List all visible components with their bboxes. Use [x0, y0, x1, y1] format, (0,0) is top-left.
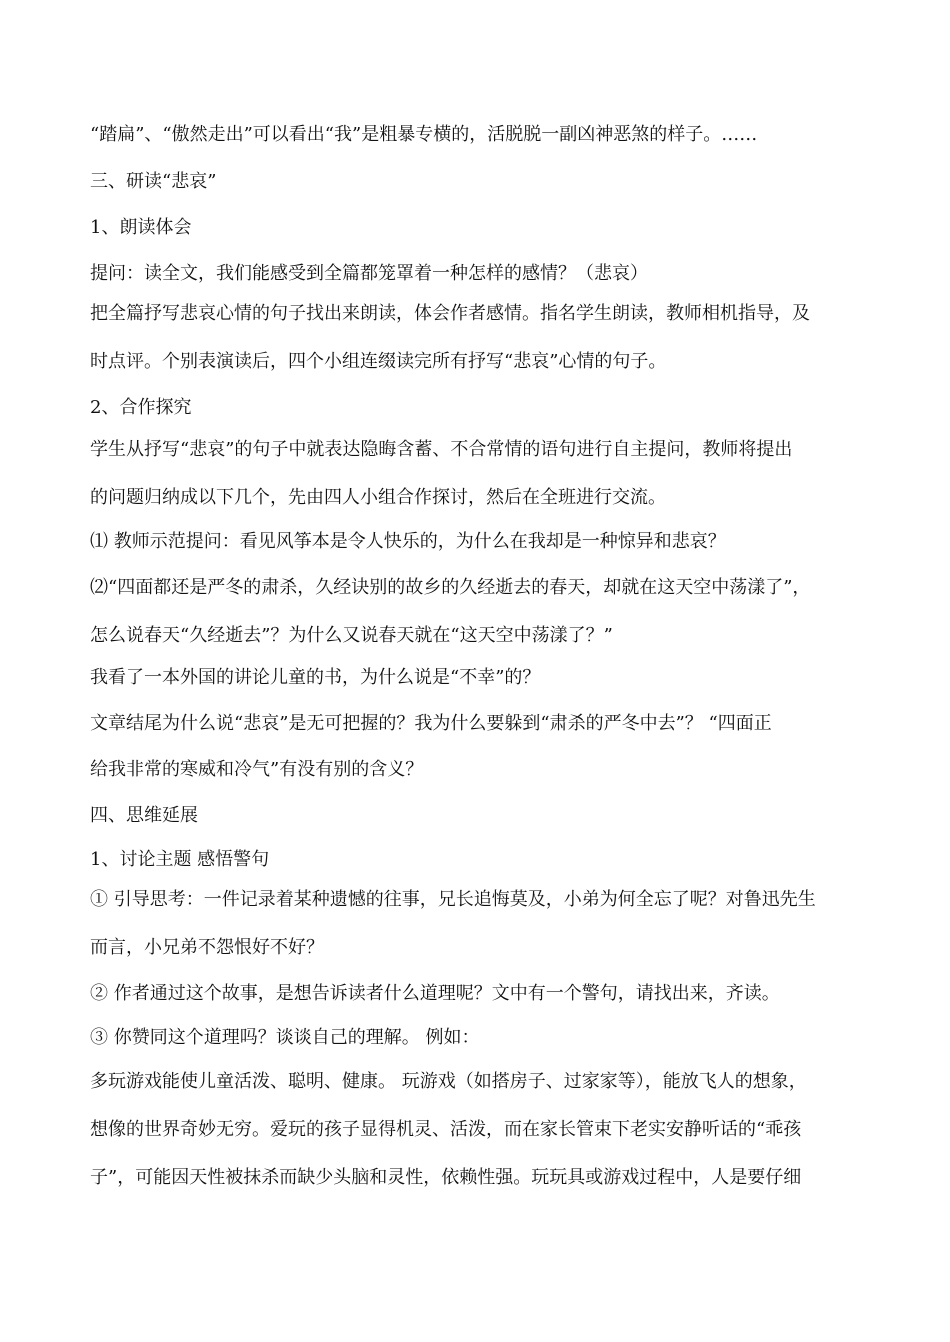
- text-line: 而言，小兄弟不怨恨好不好？: [90, 937, 324, 958]
- text-line: 子”，可能因天性被抹杀而缺少头脑和灵性，依赖性强。玩玩具或游戏过程中，人是要仔细: [90, 1167, 802, 1188]
- text-line: 多玩游戏能使儿童活泼、聪明、健康。 玩游戏（如搭房子、过家家等），能放飞人的想象，: [90, 1071, 807, 1092]
- text-line: 想像的世界奇妙无穷。爱玩的孩子显得机灵、活泼，而在家长管束下老实安静听话的“乖孩: [90, 1119, 802, 1140]
- subsection-heading: 2、合作探究: [90, 397, 192, 418]
- text-line: ⑵“四面都还是严冬的肃杀，久经诀别的故乡的久经逝去的春天，却就在这天空中荡漾了”，: [90, 577, 811, 598]
- text-line: “踏扁”、“傲然走出”可以看出“我”是粗暴专横的，活脱脱一副凶神恶煞的样子。……: [90, 124, 758, 145]
- text-line: ② 作者通过这个故事，是想告诉读者什么道理呢？文中有一个警句，请找出来，齐读。: [90, 983, 780, 1004]
- text-line: 时点评。个别表演读后，四个小组连缀读完所有抒写“悲哀”心情的句子。: [90, 351, 667, 372]
- text-line: 把全篇抒写悲哀心情的句子找出来朗读，体会作者感情。指名学生朗读，教师相机指导，及: [90, 303, 810, 324]
- text-line: 的问题归纳成以下几个，先由四人小组合作探讨，然后在全班进行交流。: [90, 487, 666, 508]
- text-line: ① 引导思考：一件记录着某种遗憾的往事，兄长追悔莫及，小弟为何全忘了呢？对鲁迅先生: [90, 889, 816, 910]
- text-line: ③ 你赞同这个道理吗？谈谈自己的理解。 例如：: [90, 1027, 480, 1048]
- text-line: 给我非常的寒威和冷气”有没有别的含义？: [90, 759, 424, 780]
- text-line: 怎么说春天“久经逝去”？为什么又说春天就在“这天空中荡漾了？”: [90, 625, 613, 646]
- subsection-heading: 1、朗读体会: [90, 217, 192, 238]
- text-line: ⑴ 教师示范提问：看见风筝本是令人快乐的，为什么在我却是一种惊异和悲哀？: [90, 531, 726, 552]
- subsection-heading: 1、讨论主题 感悟警句: [90, 849, 270, 870]
- section-heading: 三、研读“悲哀”: [90, 171, 217, 192]
- text-line: 提问：读全文，我们能感受到全篇都笼罩着一种怎样的感情？（悲哀）: [90, 263, 648, 284]
- text-line: 学生从抒写“悲哀”的句子中就表达隐晦含蓄、不合常情的语句进行自主提问，教师将提出: [90, 439, 793, 460]
- text-line: 文章结尾为什么说“悲哀”是无可把握的？我为什么要躲到“肃杀的严冬中去”？ “四面正: [90, 713, 772, 734]
- section-heading: 四、思维延展: [90, 805, 198, 826]
- text-line: 我看了一本外国的讲论儿童的书，为什么说是“不幸”的？: [90, 667, 541, 688]
